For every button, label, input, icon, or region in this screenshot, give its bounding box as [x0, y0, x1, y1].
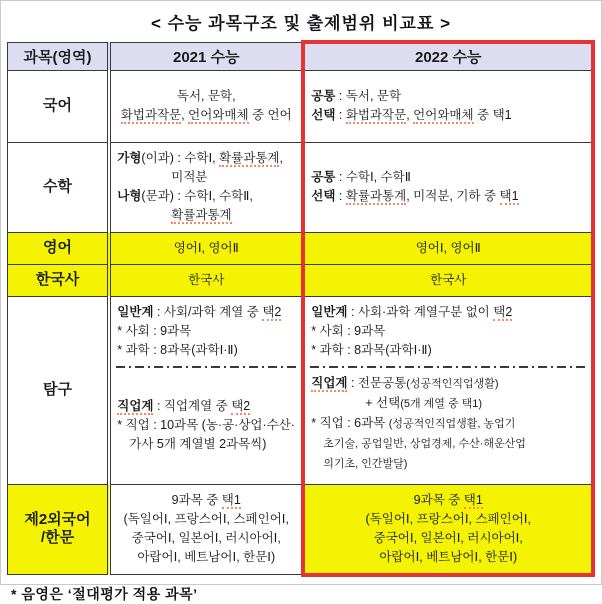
dash-dot-divider [310, 366, 586, 368]
row-label-lang2 [7, 484, 109, 575]
text-line [311, 491, 585, 510]
text-segment: 중국어Ⅰ, 일본어Ⅰ, 러시아어Ⅰ, [373, 530, 523, 545]
text-segment: 의기초, 인간발달) [323, 457, 408, 470]
row-label-text: 탐구 [43, 380, 72, 398]
text-line [117, 149, 295, 168]
text-segment: 택1 [499, 189, 519, 203]
text-segment: (독일어Ⅰ, 프랑스어Ⅰ, 스페인어Ⅰ, [365, 511, 531, 526]
text-segment: (독일어Ⅰ, 프랑스어Ⅰ, 스페인어Ⅰ, [123, 512, 289, 527]
text-segment: (이과) : 수학Ⅰ, [141, 151, 220, 165]
text-segment: 중 택1 [473, 108, 512, 122]
row-label-text: 제2외국어 [24, 510, 91, 528]
row-label-korean [7, 70, 109, 142]
text-segment: , [279, 151, 283, 165]
cell-tamgu-2021 [109, 296, 303, 484]
text-segment: 택2 [262, 304, 282, 319]
text-segment: * 과학 : 8과목(과학Ⅰ·Ⅱ) [117, 342, 238, 357]
table-row-english [7, 232, 593, 264]
cell-section [116, 84, 296, 128]
text-segment: 확률과통계 [345, 189, 407, 203]
text-line [117, 548, 295, 567]
text-line [117, 529, 295, 548]
text-line [311, 271, 585, 290]
table-row-tamgu [7, 296, 593, 484]
text-segment: , 미적분, 기하 중 [406, 189, 500, 203]
text-segment: (성공적인직업생활) [406, 377, 499, 390]
text-line [117, 87, 295, 106]
cell-section [116, 300, 296, 363]
row-label-math [7, 142, 109, 232]
text-segment: : [335, 108, 346, 122]
table-row-math [7, 142, 593, 232]
page-title: < 수능 과목구조 및 출제범위 비교표 > [150, 14, 452, 33]
text-segment: 중 언어 [248, 108, 292, 122]
table-body [7, 70, 593, 575]
text-segment: : [335, 189, 346, 203]
text-segment: * 사회 : 9과목 [117, 323, 192, 338]
text-segment: 가형 [117, 151, 142, 165]
text-segment: : 전문공통 [347, 375, 407, 390]
text-segment: 언어와매체 [413, 108, 474, 122]
row-label-text: 한국사 [35, 270, 80, 288]
text-segment: : 직업계열 중 [153, 398, 232, 413]
text-segment: 9과목 중 [171, 493, 222, 508]
text-segment: * 직업 : 10과목 (농·공·상업·수산· [117, 417, 295, 432]
text-line [311, 394, 585, 414]
cell-section [116, 236, 296, 261]
text-line [117, 491, 295, 510]
text-segment: : 사회·과학 계열구분 없이 [347, 304, 494, 319]
text-line [311, 434, 585, 454]
text-line [311, 187, 585, 206]
text-segment: 9과목 중 [413, 492, 464, 507]
text-line [117, 239, 295, 258]
text-segment: 택2 [493, 304, 513, 319]
cell-section [310, 300, 586, 363]
text-segment: + 선택 [365, 395, 401, 410]
text-segment: 영어Ⅰ, 영어Ⅱ [415, 240, 481, 255]
text-segment: 화법과작문 [345, 108, 407, 122]
cell-section [310, 488, 586, 570]
text-segment: 일반계 [311, 304, 348, 319]
text-line [311, 303, 585, 322]
text-segment: 택1 [463, 492, 483, 507]
text-segment: 나형 [117, 189, 142, 203]
cell-section [310, 165, 586, 209]
dash-dot-divider [116, 366, 296, 368]
header-row [7, 42, 593, 70]
text-line [117, 510, 295, 529]
cell-korean-2021 [109, 70, 303, 142]
text-segment: , [406, 108, 414, 122]
text-segment: * 직업 : 6과목 [311, 415, 389, 430]
text-segment: : 독서, 문학 [335, 89, 402, 103]
row-label-english [7, 232, 109, 264]
text-segment: , [181, 108, 189, 122]
cell-math-2021 [109, 142, 303, 232]
text-line [117, 397, 295, 416]
text-line [311, 341, 585, 360]
text-segment: 일반계 [117, 304, 154, 319]
cell-section [116, 146, 296, 228]
text-segment: * 과학 : 8과목(과학Ⅰ·Ⅱ) [311, 342, 432, 357]
text-line [311, 548, 585, 567]
text-segment: 영어Ⅰ, 영어Ⅱ [173, 240, 239, 255]
text-line [311, 414, 585, 434]
text-segment: 직업계 [117, 398, 154, 413]
text-segment: 공통 [311, 89, 336, 103]
cell-section [310, 84, 586, 128]
text-segment: 택1 [221, 493, 241, 508]
text-segment: 선택 [311, 189, 336, 203]
text-line [311, 454, 585, 474]
text-segment: 중국어Ⅰ, 일본어Ⅰ, 러시아어Ⅰ, [131, 531, 281, 546]
table-row-lang2 [7, 484, 593, 575]
text-segment: 독서, 문학, [176, 89, 236, 103]
row-label-text: 국어 [43, 96, 72, 114]
cell-korean-2022 [303, 70, 593, 142]
text-line [117, 435, 295, 454]
text-line [117, 168, 295, 187]
text-segment: 확률과통계 [219, 151, 280, 165]
text-line [117, 416, 295, 435]
text-segment: 아랍어Ⅰ, 베트남어Ⅰ, 한문Ⅰ) [379, 549, 518, 564]
text-segment: (문과) : 수학Ⅰ, 수학Ⅱ, [141, 189, 253, 203]
text-segment: : 수학Ⅰ, 수학Ⅱ [335, 170, 411, 184]
cell-lang2-2022 [303, 484, 593, 575]
header-subject-cell: 과목(영역) [7, 42, 109, 70]
text-segment: (5개 계열 중 택1) [400, 397, 483, 410]
cell-history-2022 [303, 264, 593, 296]
cell-section [116, 268, 296, 293]
cell-section [310, 236, 586, 261]
text-segment: : 사회/과학 계열 중 [153, 304, 263, 319]
text-line [117, 206, 295, 225]
cell-section [116, 488, 296, 570]
text-line [117, 303, 295, 322]
text-line [117, 341, 295, 360]
text-line [311, 322, 585, 341]
text-line [311, 168, 585, 187]
text-segment: * 사회 : 9과목 [311, 323, 386, 338]
row-label-text: 수학 [43, 177, 72, 195]
text-segment: 직업계 [311, 375, 348, 390]
row-label-tamgu [7, 296, 109, 484]
header-2022-cell: 2022 수능 [303, 42, 593, 70]
text-segment: 공통 [311, 170, 336, 184]
text-line [311, 374, 585, 394]
text-segment: 한국사 [188, 272, 225, 287]
header-2021-cell: 2021 수능 [109, 42, 303, 70]
comparison-table [7, 40, 596, 577]
text-segment: 확률과통계 [171, 208, 232, 222]
text-segment: 화법과작문 [120, 108, 182, 122]
cell-section [310, 268, 586, 293]
text-line [311, 529, 585, 548]
text-line [117, 271, 295, 290]
footer-note: * 음영은 ‘절대평가 적용 과목’ [11, 585, 198, 602]
cell-history-2021 [109, 264, 303, 296]
table-row-korean [7, 70, 593, 142]
row-label-text: 영어 [43, 238, 72, 256]
text-segment: 언어와매체 [188, 108, 249, 122]
text-line [117, 322, 295, 341]
text-segment: 한국사 [430, 272, 467, 287]
cell-english-2022 [303, 232, 593, 264]
text-line [311, 510, 585, 529]
cell-english-2021 [109, 232, 303, 264]
row-label-text: /한문 [40, 529, 75, 547]
cell-section [116, 394, 296, 457]
cell-section [310, 371, 586, 477]
text-segment: 선택 [311, 108, 336, 122]
text-segment: 초기술, 공업일반, 상업경제, 수산·해운산업 [323, 437, 526, 450]
cell-math-2022 [303, 142, 593, 232]
text-segment: 가사 5개 계열별 2과목씩) [129, 436, 267, 451]
text-segment: 아랍어Ⅰ, 베트남어Ⅰ, 한문Ⅰ) [137, 550, 276, 565]
text-line [311, 87, 585, 106]
row-label-history [7, 264, 109, 296]
text-line [311, 106, 585, 125]
text-line [311, 239, 585, 258]
text-line [117, 187, 295, 206]
cell-tamgu-2022 [303, 296, 593, 484]
text-segment: 택2 [231, 398, 251, 413]
text-segment: (성공적인직업생활, 농업기 [388, 417, 516, 430]
text-segment: 미적분 [171, 170, 208, 184]
text-line [117, 106, 295, 125]
table-row-history [7, 264, 593, 296]
cell-lang2-2021 [109, 484, 303, 575]
